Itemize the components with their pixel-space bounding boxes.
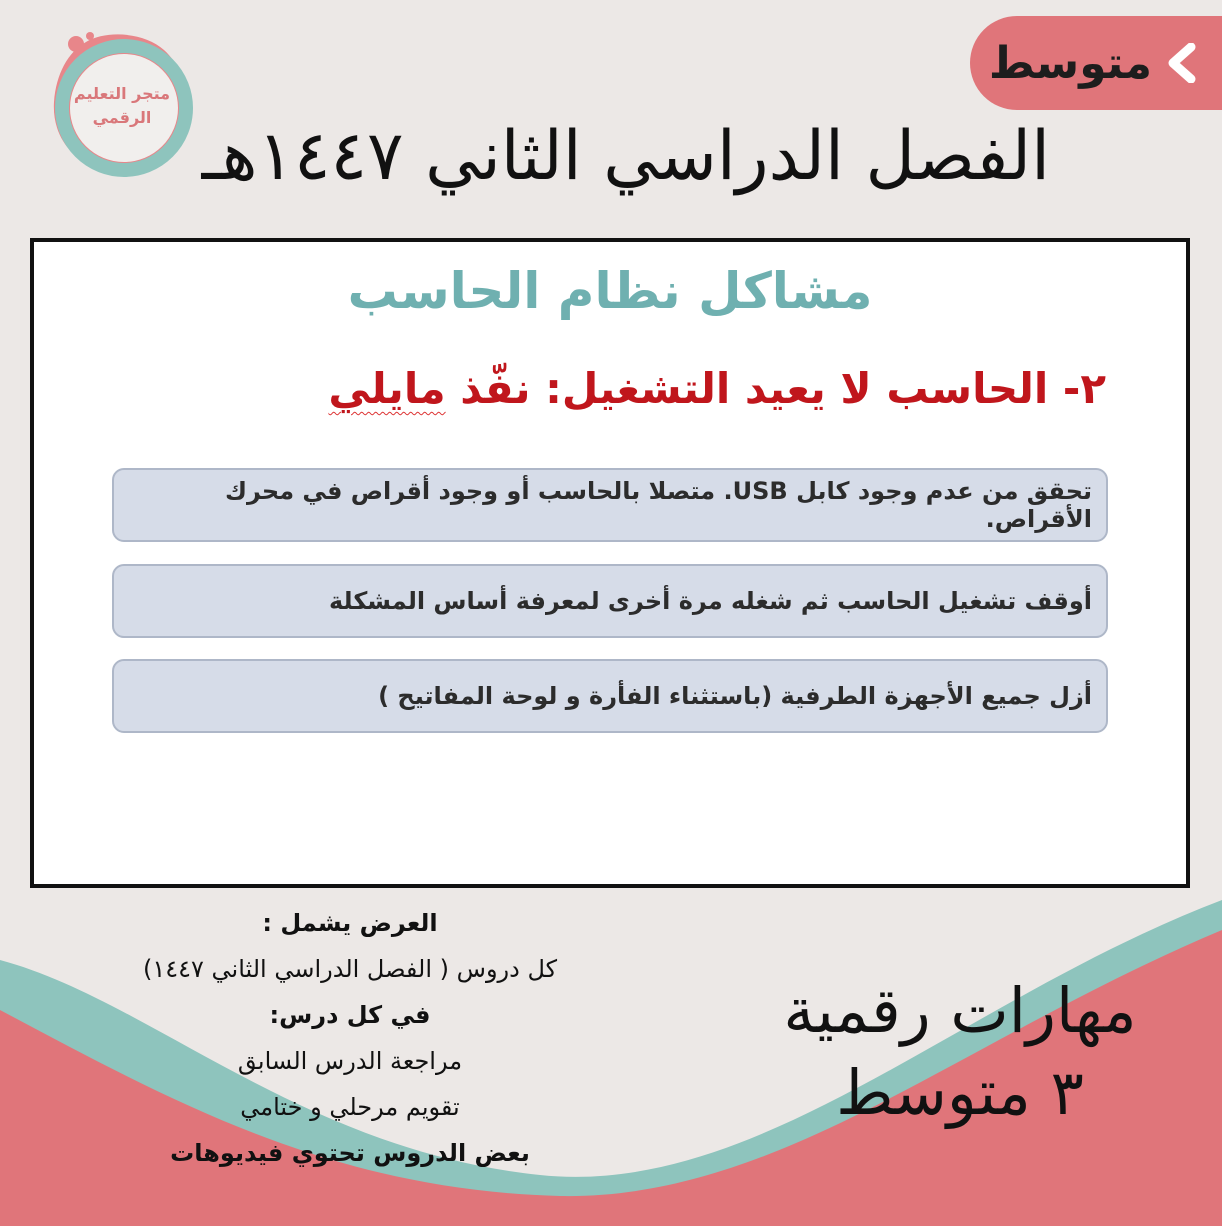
- slide-heading: مشاكل نظام الحاسب: [347, 262, 873, 320]
- includes-line: تقويم مرحلي و ختامي: [240, 1093, 460, 1121]
- course-title-line-2: ٣ متوسط: [836, 1056, 1084, 1129]
- per-lesson-heading: في كل درس:: [269, 1001, 431, 1029]
- includes-section: [60, 900, 640, 1176]
- logo-line-2: الرقمي: [92, 108, 152, 127]
- subheading-word: مايلي: [328, 364, 446, 413]
- tip-box: [112, 659, 1108, 733]
- tip-text: أزل جميع الأجهزة الطرفية (باستثناء الفأرة و لوحة المفاتيح ): [378, 682, 1092, 710]
- tip-text: تحقق من عدم وجود كابل USB. متصلا بالحاسب أو وجود أقراص في محرك الأقراص.: [224, 477, 1092, 533]
- course-title: [720, 970, 1200, 1134]
- level-label: متوسط: [988, 37, 1152, 89]
- logo-line-1: متجر التعليم: [73, 84, 171, 103]
- subheading-prefix: ٢- الحاسب لا يعيد التشغيل: نفّذ: [460, 364, 1106, 413]
- level-badge[interactable]: [970, 16, 1222, 110]
- slide-subheading: [328, 364, 1106, 413]
- chevron-left-icon: [1160, 41, 1204, 85]
- tip-text: أوقف تشغيل الحاسب ثم شغله مرة أخرى لمعرفة أساس المشكلة: [329, 587, 1092, 615]
- includes-line: مراجعة الدرس السابق: [237, 1047, 463, 1075]
- page-title: الفصل الدراسي الثاني ١٤٤٧هـ: [201, 117, 1050, 196]
- includes-line: بعض الدروس تحتوي فيديوهات: [170, 1139, 530, 1167]
- tip-box: [112, 468, 1108, 542]
- includes-heading: العرض يشمل :: [262, 909, 438, 937]
- course-title-line-1: مهارات رقمية: [783, 974, 1137, 1047]
- slide-preview: [30, 238, 1190, 888]
- includes-line: كل دروس ( الفصل الدراسي الثاني ١٤٤٧): [142, 955, 558, 983]
- tip-box: [112, 564, 1108, 638]
